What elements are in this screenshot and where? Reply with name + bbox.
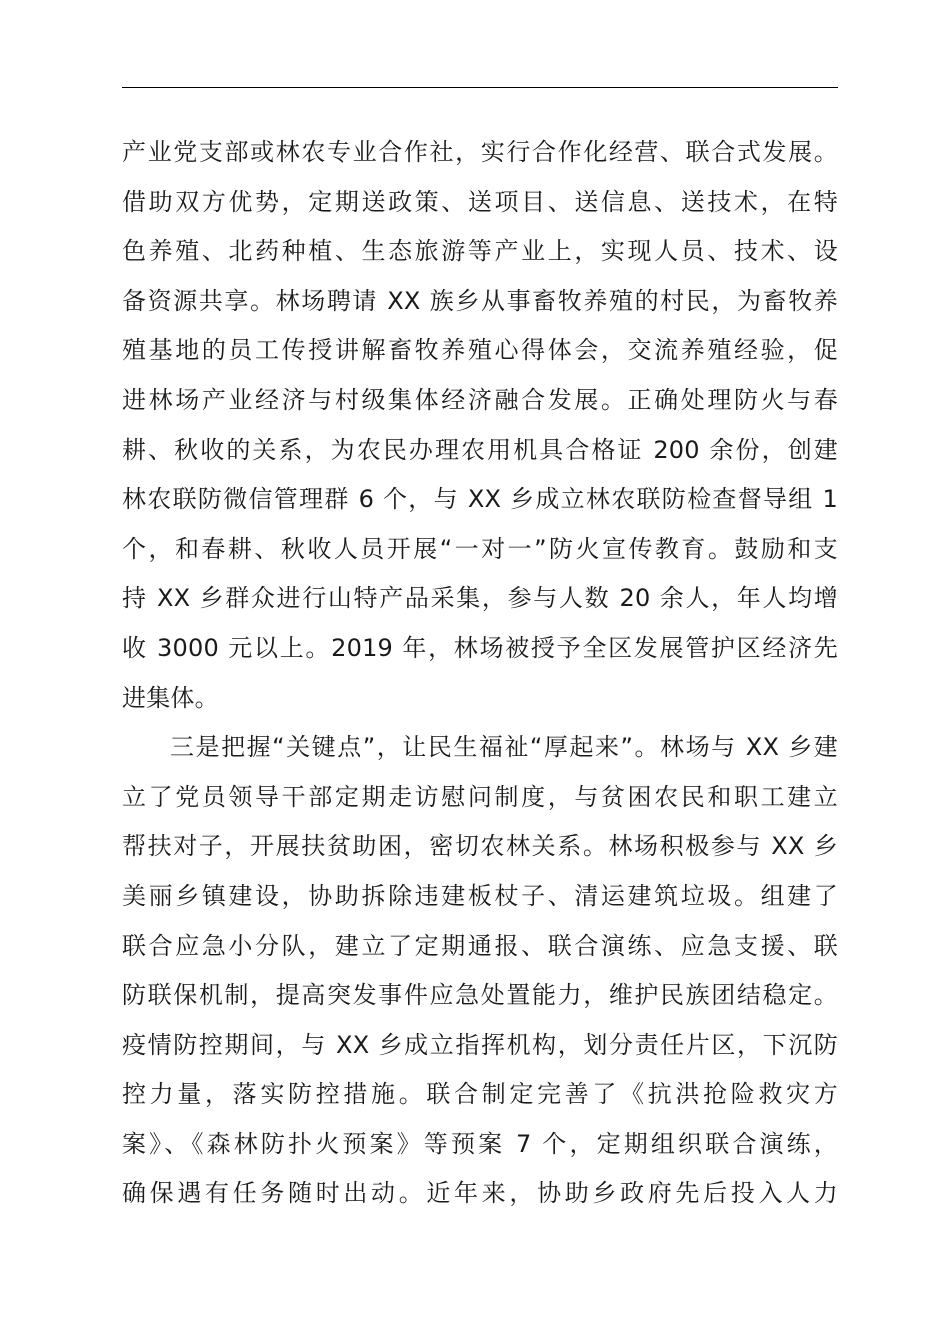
paragraph-2 — [122, 723, 838, 1219]
text-line: 进林场产业经济与村级集体经济融合发展。正确处理防火与春 — [122, 385, 838, 414]
body-text — [122, 128, 838, 1219]
text-line: 林农联防微信管理群 6 个，与 XX 乡成立林农联防检查督导组 1 — [122, 485, 838, 514]
text-line: 立了党员领导干部定期走访慰问制度，与贫困农民和职工建立 — [122, 782, 838, 811]
text-line: 备资源共享。林场聘请 XX 族乡从事畜牧养殖的村民，为畜牧养 — [122, 286, 838, 315]
text-line: 持 XX 乡群众进行山特产品采集，参与人数 20 余人，年人均增 — [122, 584, 838, 613]
paragraph-1 — [122, 128, 838, 723]
text-line: 联合应急小分队，建立了定期通报、联合演练、应急支援、联 — [122, 931, 838, 960]
text-line: 进集体。 — [122, 683, 219, 712]
text-line: 案》、《森林防扑火预案》等预案 7 个，定期组织联合演练， — [122, 1129, 838, 1158]
text-line: 色养殖、北药种植、生态旅游等产业上，实现人员、技术、设 — [122, 237, 838, 266]
text-line: 产业党支部或林农专业合作社，实行合作化经营、联合式发展。 — [122, 138, 838, 166]
text-line: 个，和春耕、秋收人员开展“一对一”防火宣传教育。鼓励和支 — [122, 534, 838, 563]
text-line: 确保遇有任务随时出动。近年来，协助乡政府先后投入人力 — [122, 1179, 838, 1208]
text-line: 帮扶对子，开展扶贫助困，密切农林关系。林场积极参与 XX 乡 — [122, 832, 838, 861]
text-line: 疫情防控期间，与 XX 乡成立指挥机构，划分责任片区，下沉防 — [122, 1030, 838, 1059]
text-line: 耕、秋收的关系，为农民办理农用机具合格证 200 余份，创建 — [122, 435, 838, 464]
header-rule — [122, 87, 838, 88]
text-line: 收 3000 元以上。2019 年，林场被授予全区发展管护区经济先 — [122, 633, 838, 662]
text-line: 防联保机制，提高突发事件应急处置能力，维护民族团结稳定。 — [122, 981, 838, 1010]
text-line: 三是把握“关键点”，让民生福祉“厚起来”。林场与 XX 乡建 — [170, 733, 838, 762]
text-line: 殖基地的员工传授讲解畜牧养殖心得体会，交流养殖经验，促 — [122, 336, 838, 365]
text-line: 借助双方优势，定期送政策、送项目、送信息、送技术，在特 — [122, 187, 838, 216]
text-line: 控力量，落实防控措施。联合制定完善了《抗洪抢险救灾方 — [122, 1080, 838, 1109]
text-line: 美丽乡镇建设，协助拆除违建板杖子、清运建筑垃圾。组建了 — [122, 881, 838, 910]
